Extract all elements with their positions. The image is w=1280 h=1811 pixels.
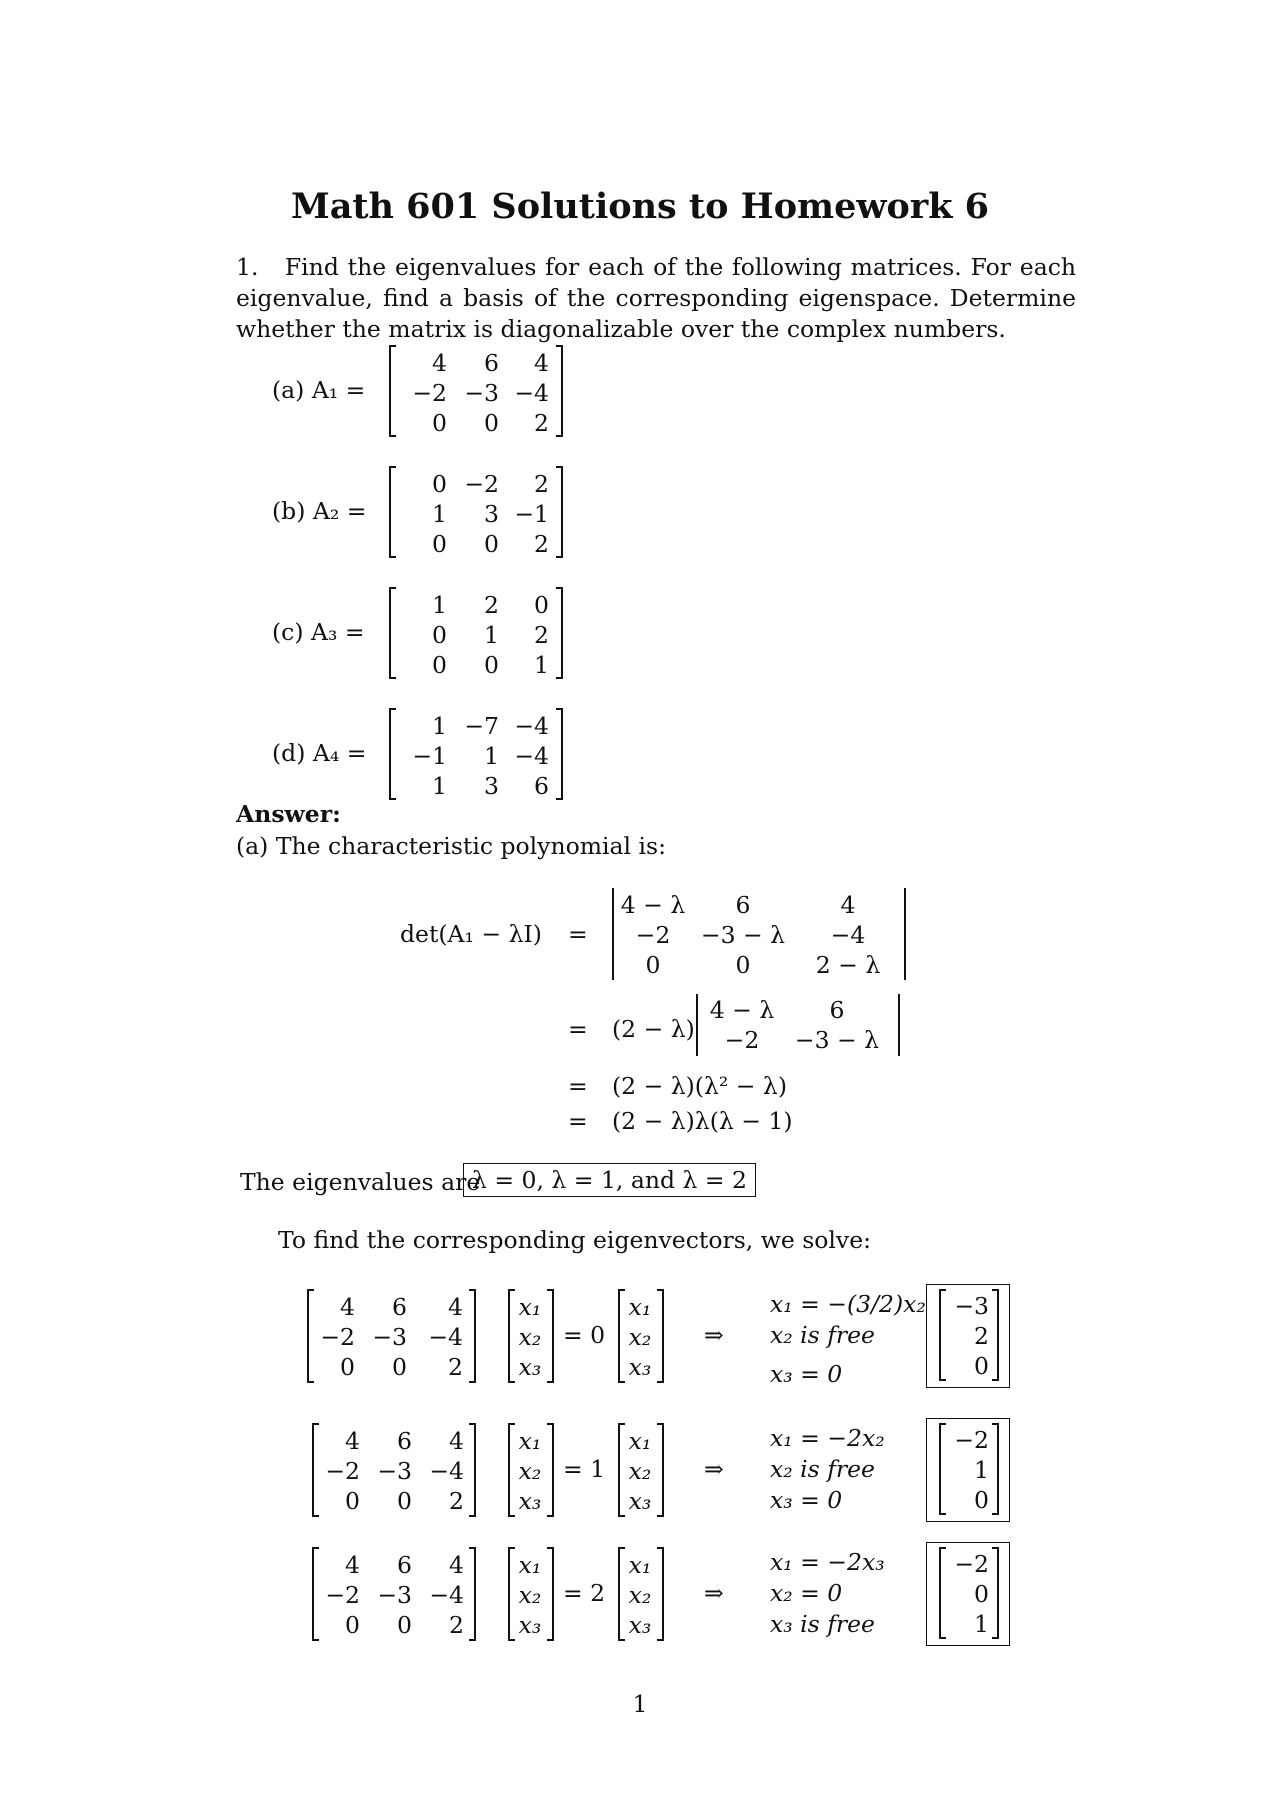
cell: −2	[325, 1457, 360, 1485]
x-vector-grid	[510, 1548, 552, 1640]
eigenvector	[939, 1548, 999, 1638]
cell: x₂	[518, 1581, 542, 1609]
cell: 2	[449, 1487, 464, 1515]
cell: −2	[954, 1426, 989, 1454]
cell: 4	[432, 349, 447, 377]
cell: x₁	[518, 1427, 542, 1455]
cell: 1	[432, 500, 447, 528]
cell: 4	[345, 1551, 360, 1579]
eigvec-grid	[941, 1548, 997, 1639]
cell: 2	[974, 1322, 989, 1350]
x-vector	[508, 1290, 554, 1382]
matrix-d	[389, 709, 563, 799]
cell: 4	[345, 1427, 360, 1455]
eigenvector-box	[926, 1542, 1010, 1646]
equals-sign: =	[568, 1072, 588, 1100]
det-lhs: det(A₁ − λI)	[400, 920, 542, 948]
cell: 0	[432, 621, 447, 649]
cell: −3	[377, 1581, 412, 1609]
x-vector	[508, 1424, 554, 1516]
x-vector	[508, 1548, 554, 1640]
cell: 1	[432, 712, 447, 740]
cell: 0	[534, 591, 549, 619]
cell: 0	[345, 1487, 360, 1515]
problem-number: 1.	[236, 253, 259, 281]
cell: 2	[534, 621, 549, 649]
cell: −4	[429, 1581, 464, 1609]
cell: x₃	[518, 1611, 542, 1639]
cell: 1	[484, 742, 499, 770]
equals-sign: =	[568, 1107, 588, 1135]
x-vector-grid	[620, 1290, 662, 1382]
cell: 6	[397, 1551, 412, 1579]
matrix-a	[389, 346, 563, 436]
cell: 6	[534, 772, 549, 800]
implies-arrow: ⇒	[704, 1579, 724, 1607]
solution-line: x₂ is free	[770, 1455, 875, 1483]
cell: −2	[635, 921, 671, 949]
eigenvector	[939, 1290, 999, 1380]
cell: −1	[412, 742, 447, 770]
page-title: Math 601 Solutions to Homework 6	[290, 186, 990, 227]
cell: −3 − λ	[794, 1026, 880, 1054]
x-vector-grid	[510, 1424, 552, 1516]
solution-line: x₂ is free	[770, 1321, 875, 1349]
minor-grid	[698, 994, 898, 1056]
matrix-label-c: (c) A₃ =	[272, 618, 365, 646]
determinant-3x3	[612, 888, 906, 980]
matrix-label-a: (a) A₁ =	[272, 376, 366, 404]
cell: 2	[534, 530, 549, 558]
cell: 6	[392, 1293, 407, 1321]
cell: −4	[514, 379, 549, 407]
cell: x₃	[518, 1487, 542, 1515]
x-vector	[618, 1424, 664, 1516]
cell: 0	[484, 530, 499, 558]
cell: 4	[449, 1427, 464, 1455]
solution-line: x₃ = 0	[770, 1360, 843, 1388]
matrix-b	[389, 467, 563, 557]
cell: x₃	[628, 1611, 652, 1639]
cell: 0	[340, 1353, 355, 1381]
cell: 1	[484, 621, 499, 649]
scalar-eq: = 2	[563, 1579, 606, 1607]
implies-arrow: ⇒	[704, 1455, 724, 1483]
cell: −7	[464, 712, 499, 740]
problem-statement	[236, 252, 1076, 345]
solution-line: x₁ = −(3/2)x₂	[770, 1290, 926, 1318]
cell: 4	[534, 349, 549, 377]
eigenvector-box	[926, 1284, 1010, 1388]
x-vector-grid	[510, 1290, 552, 1382]
cell: 1	[974, 1456, 989, 1484]
cell: 3	[484, 500, 499, 528]
solution-line: x₁ = −2x₃	[770, 1548, 885, 1576]
matrix-b-grid	[391, 467, 561, 561]
cell: 4	[448, 1293, 463, 1321]
cell: 2	[449, 1611, 464, 1639]
cell: −1	[514, 500, 549, 528]
answer-heading: Answer:	[236, 800, 341, 828]
x-vector	[618, 1290, 664, 1382]
cell: −2	[464, 470, 499, 498]
cell: 4 − λ	[709, 996, 775, 1024]
cell: x₁	[518, 1293, 542, 1321]
cell: x₂	[628, 1581, 652, 1609]
cell: 1	[534, 651, 549, 679]
page-number: 1	[632, 1690, 648, 1718]
eigvec-grid	[941, 1424, 997, 1515]
cell: −2	[724, 1026, 760, 1054]
det-grid	[614, 888, 904, 982]
equals-sign: =	[568, 1015, 588, 1043]
x-vector-grid	[620, 1548, 662, 1640]
cell: −4	[428, 1323, 463, 1351]
cell: x₃	[628, 1487, 652, 1515]
cell: x₁	[628, 1293, 652, 1321]
equals-sign: =	[568, 920, 588, 948]
cell: x₁	[628, 1427, 652, 1455]
cell: −2	[320, 1323, 355, 1351]
cell: x₁	[628, 1551, 652, 1579]
cell: 0	[735, 951, 751, 979]
system-grid	[314, 1424, 474, 1518]
cell: −3	[372, 1323, 407, 1351]
cell: −4	[429, 1457, 464, 1485]
cell: x₂	[628, 1323, 652, 1351]
scalar-eq: = 0	[563, 1321, 606, 1349]
matrix-c-grid	[391, 588, 561, 682]
cell: 0	[345, 1611, 360, 1639]
system-grid	[314, 1548, 474, 1642]
cell: 4	[340, 1293, 355, 1321]
cell: −3 − λ	[700, 921, 786, 949]
matrix-a-grid	[391, 346, 561, 440]
system-matrix	[312, 1424, 476, 1516]
cell: 4 − λ	[620, 891, 686, 919]
cell: x₁	[518, 1551, 542, 1579]
matrix-d-grid	[391, 709, 561, 803]
cell: 1	[432, 772, 447, 800]
cell: 2	[484, 591, 499, 619]
cell: −2	[954, 1550, 989, 1578]
cell: 0	[397, 1487, 412, 1515]
cell: 3	[484, 772, 499, 800]
cell: −3	[377, 1457, 412, 1485]
cell: 0	[432, 409, 447, 437]
cell: x₂	[518, 1457, 542, 1485]
problem-text: Find the eigenvalues for each of the following matrices. For each eigenvalue, find a basis of the corresponding eigenspace. Determine whether the matrix is diagonalizable over the complex numbers.	[236, 253, 1076, 343]
x-vector-grid	[620, 1424, 662, 1516]
cell: 1	[432, 591, 447, 619]
cell: 6	[829, 996, 845, 1024]
cell: 0	[432, 530, 447, 558]
cell: 0	[484, 409, 499, 437]
cell: 4	[449, 1551, 464, 1579]
cell: −4	[830, 921, 866, 949]
cell: −2	[325, 1581, 360, 1609]
cell: −3	[464, 379, 499, 407]
solution-line: x₃ is free	[770, 1610, 875, 1638]
system-matrix	[312, 1548, 476, 1640]
determinant-2x2	[696, 994, 900, 1056]
cell: −3	[954, 1292, 989, 1320]
cell: 6	[397, 1427, 412, 1455]
eigvec-grid	[941, 1290, 997, 1381]
cell: 2	[448, 1353, 463, 1381]
solution-line: x₂ = 0	[770, 1579, 843, 1607]
cell: 0	[432, 651, 447, 679]
cell: 0	[432, 470, 447, 498]
factored-line: (2 − λ)(λ² − λ)	[612, 1072, 787, 1100]
cell: 6	[484, 349, 499, 377]
scalar-eq: = 1	[563, 1455, 606, 1483]
system-grid	[309, 1290, 474, 1384]
eigenvalues-box: λ = 0, λ = 1, and λ = 2	[463, 1163, 756, 1197]
cell: −2	[412, 379, 447, 407]
answer-intro: (a) The characteristic polynomial is:	[236, 832, 667, 860]
solution-line: x₃ = 0	[770, 1486, 843, 1514]
eigenvector	[939, 1424, 999, 1514]
factored-line: (2 − λ)λ(λ − 1)	[612, 1107, 793, 1135]
cell: 6	[735, 891, 751, 919]
cell: 2 − λ	[815, 951, 881, 979]
cell: 0	[392, 1353, 407, 1381]
eigenvalues-text: The eigenvalues are	[240, 1168, 481, 1196]
matrix-c	[389, 588, 563, 678]
matrix-label-b: (b) A₂ =	[272, 497, 367, 525]
cell: 0	[397, 1611, 412, 1639]
cell: 0	[484, 651, 499, 679]
x-vector	[618, 1548, 664, 1640]
system-matrix	[307, 1290, 476, 1382]
factor: (2 − λ)	[612, 1015, 695, 1043]
cell: 4	[840, 891, 856, 919]
cell: −4	[514, 712, 549, 740]
cell: 0	[974, 1352, 989, 1380]
cell: x₃	[518, 1353, 542, 1381]
eigenvector-box	[926, 1418, 1010, 1522]
implies-arrow: ⇒	[704, 1321, 724, 1349]
cell: 2	[534, 409, 549, 437]
cell: 0	[974, 1486, 989, 1514]
cell: x₂	[628, 1457, 652, 1485]
matrix-label-d: (d) A₄ =	[272, 739, 367, 767]
cell: 2	[534, 470, 549, 498]
cell: 0	[645, 951, 661, 979]
cell: 0	[974, 1580, 989, 1608]
cell: x₂	[518, 1323, 542, 1351]
cell: x₃	[628, 1353, 652, 1381]
cell: 1	[974, 1610, 989, 1638]
solution-line: x₁ = −2x₂	[770, 1424, 885, 1452]
cell: −4	[514, 742, 549, 770]
vectors-intro: To find the corresponding eigenvectors, we solve:	[278, 1226, 872, 1254]
